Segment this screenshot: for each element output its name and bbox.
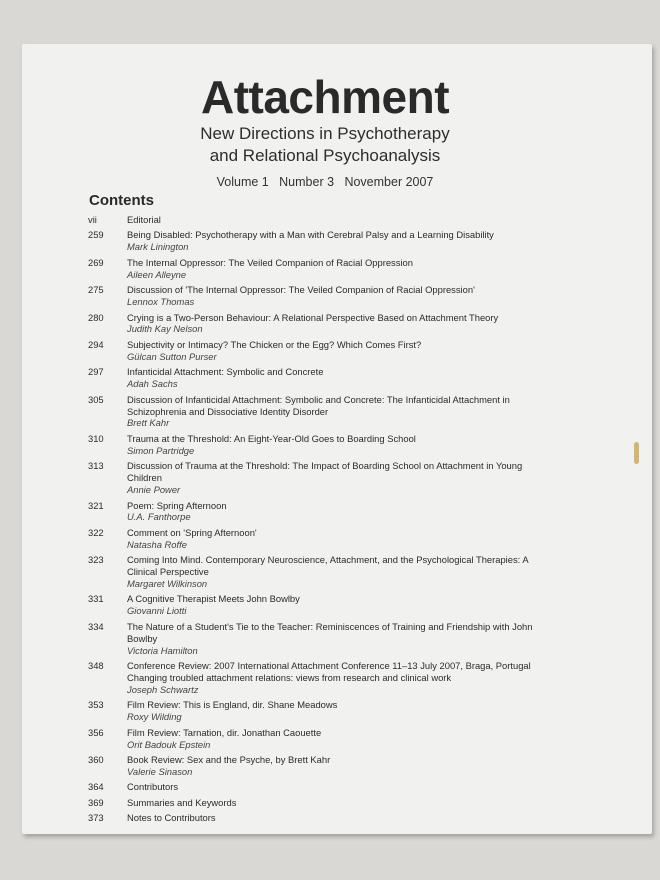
toc-author: U.A. Fanthorpe — [127, 511, 191, 523]
toc-entry — [88, 433, 548, 457]
toc-author: Joseph Schwartz — [127, 683, 199, 695]
toc-page-number: vii — [88, 214, 97, 225]
toc-title: Subjectivity or Intimacy? The Chicken or the Egg? Which Comes First? — [127, 338, 422, 350]
subtitle-line-1: New Directions in Psychotherapy — [200, 124, 450, 143]
toc-entry — [88, 366, 548, 390]
toc-title: Film Review: This is England, dir. Shane Meadows — [127, 699, 338, 711]
toc-author: Victoria Hamilton — [127, 644, 198, 656]
toc-title: Book Review: Sex and the Psyche, by Brett Kahr — [127, 754, 331, 766]
toc-entry — [88, 554, 548, 590]
toc-author: Orit Badouk Epstein — [127, 738, 211, 750]
toc-entry — [88, 527, 548, 551]
toc-entry — [88, 229, 548, 253]
toc-title: Discussion of Trauma at the Threshold: The Impact of Boarding School on Attachment in Young Children — [127, 460, 523, 484]
toc-title: Film Review: Tarnation, dir. Jonathan Caouette — [127, 726, 322, 738]
toc-page-number: 305 — [88, 393, 104, 405]
toc-title: Notes to Contributors — [127, 812, 216, 824]
toc-entry — [88, 460, 548, 496]
toc-title: Being Disabled: Psychotherapy with a Man with Cerebral Palsy and a Learning Disability — [127, 229, 494, 241]
contents-heading: Contents — [89, 192, 154, 209]
toc-author: Roxy Wilding — [127, 711, 182, 723]
toc-page-number: 331 — [88, 593, 104, 605]
toc-title: Discussion of 'The Internal Oppressor: The Veiled Companion of Racial Oppression' — [127, 284, 475, 296]
toc-title: Editorial — [127, 214, 161, 225]
toc-entry — [88, 339, 548, 363]
toc-page-number: 356 — [88, 726, 104, 738]
toc-title: The Internal Oppressor: The Veiled Companion of Racial Oppression — [127, 256, 413, 268]
toc-entry — [88, 781, 548, 793]
subtitle-line-2: and Relational Psychoanalysis — [209, 146, 441, 165]
toc-title: Poem: Spring Afternoon — [127, 499, 227, 511]
toc-author: Valerie Sinason — [127, 766, 193, 777]
toc-page-number: 297 — [88, 366, 104, 378]
toc-entry — [88, 394, 548, 430]
toc-entry — [88, 214, 548, 226]
toc-title: Summaries and Keywords — [127, 796, 237, 808]
toc-author: Adah Sachs — [127, 378, 178, 390]
toc-entry — [88, 621, 548, 657]
table-of-contents — [88, 214, 548, 828]
toc-title: Infanticidal Attachment: Symbolic and Concrete — [127, 366, 324, 378]
toc-author: Natasha Roffe — [127, 538, 187, 550]
toc-page-number: 322 — [88, 526, 104, 538]
toc-author: Aileen Alleyne — [127, 268, 187, 280]
toc-author: Gülcan Sutton Purser — [127, 350, 217, 362]
toc-entry — [88, 797, 548, 809]
toc-title: Conference Review: 2007 International Attachment Conference 11–13 July 2007, Braga, Portugal Changing troubled attachment relations: views from research and clinical work — [127, 660, 531, 684]
toc-page-number: 323 — [88, 554, 104, 566]
stain-mark — [634, 442, 639, 464]
toc-title: Comment on 'Spring Afternoon' — [127, 526, 257, 538]
toc-author: Judith Kay Nelson — [127, 323, 203, 335]
journal-subtitle — [0, 123, 650, 167]
toc-entry — [88, 699, 548, 723]
toc-author: Mark Linington — [127, 241, 189, 253]
toc-author: Margaret Wilkinson — [127, 578, 208, 590]
toc-page-number: 360 — [88, 754, 104, 766]
toc-page-number: 334 — [88, 620, 104, 632]
toc-author: Giovanni Liotti — [127, 605, 187, 617]
toc-author: Brett Kahr — [127, 417, 170, 429]
toc-entry — [88, 284, 548, 308]
toc-title: Discussion of Infanticidal Attachment: Symbolic and Concrete: The Infanticidal Attachment in Schizophrenia and Dissociative Identity Disorder — [127, 393, 510, 417]
toc-title: Coming Into Mind. Contemporary Neuroscience, Attachment, and the Psychological Therapies: A Clinical Perspective — [127, 554, 529, 578]
toc-page-number: 294 — [88, 338, 104, 350]
toc-page-number: 275 — [88, 284, 104, 296]
toc-entry — [88, 500, 548, 524]
toc-page-number: 369 — [88, 796, 104, 808]
toc-page-number: 373 — [88, 812, 104, 824]
toc-page-number: 310 — [88, 432, 104, 444]
toc-entry — [88, 660, 548, 696]
toc-author: Simon Partridge — [127, 444, 195, 456]
toc-title: The Nature of a Student's Tie to the Teacher: Reminiscences of Training and Friendship with John Bowlby — [127, 620, 533, 644]
toc-author: Annie Power — [127, 484, 181, 496]
toc-page-number: 321 — [88, 499, 104, 511]
toc-entry — [88, 754, 548, 778]
toc-page-number: 269 — [88, 256, 104, 268]
toc-page-number: 348 — [88, 660, 104, 672]
toc-entry — [88, 257, 548, 281]
toc-entry — [88, 727, 548, 751]
toc-page-number: 280 — [88, 311, 104, 323]
toc-page-number: 313 — [88, 460, 104, 472]
toc-page-number: 364 — [88, 781, 104, 793]
toc-title: A Cognitive Therapist Meets John Bowlby — [127, 593, 300, 605]
toc-page-number: 259 — [88, 229, 104, 241]
toc-author: Lennox Thomas — [127, 296, 195, 308]
toc-title: Trauma at the Threshold: An Eight-Year-Old Goes to Boarding School — [127, 432, 416, 444]
journal-title: Attachment — [200, 71, 450, 123]
toc-page-number: 353 — [88, 699, 104, 711]
issue-info: Volume 1 Number 3 November 2007 — [216, 175, 434, 189]
toc-entry — [88, 812, 548, 824]
toc-entry — [88, 312, 548, 336]
toc-title: Contributors — [127, 781, 179, 793]
toc-title: Crying is a Two-Person Behaviour: A Relational Perspective Based on Attachment Theory — [127, 311, 499, 323]
toc-entry — [88, 593, 548, 617]
